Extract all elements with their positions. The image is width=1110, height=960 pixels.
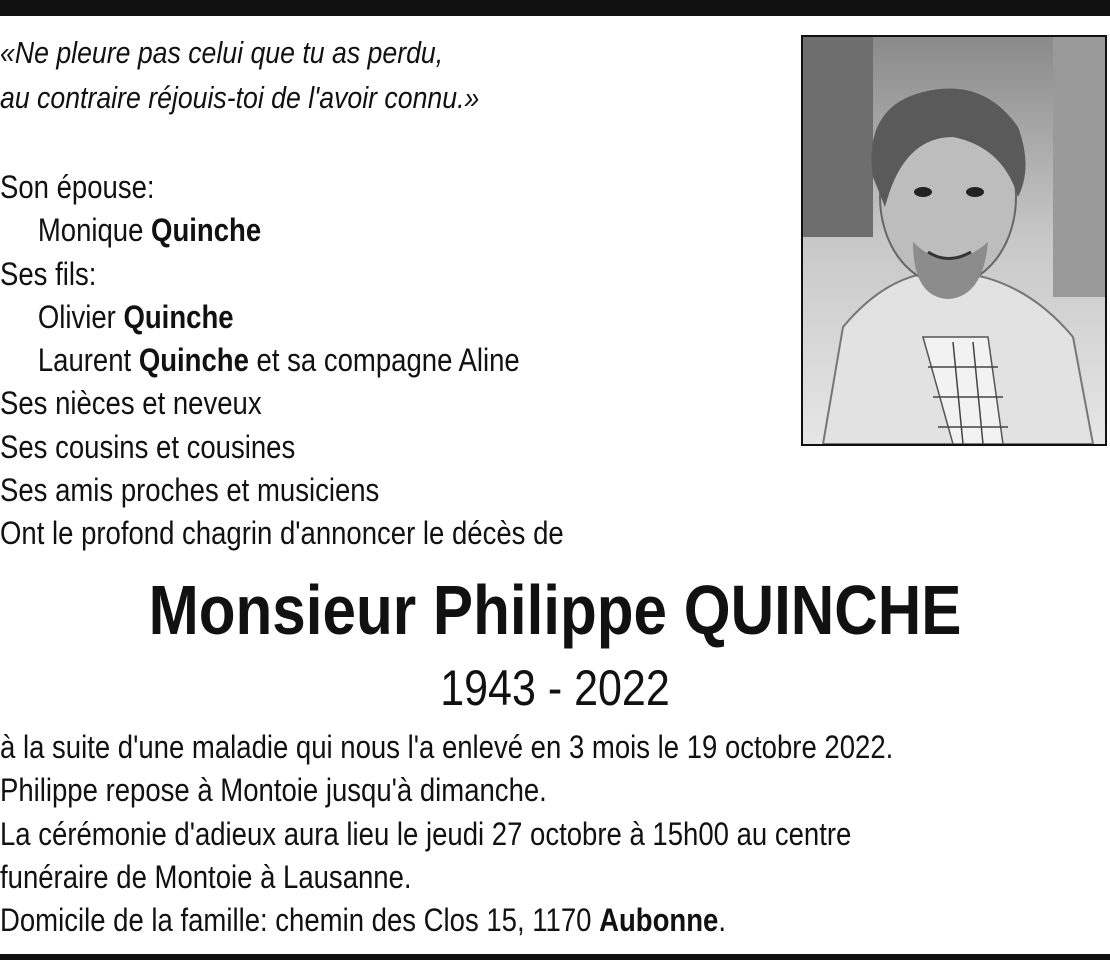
quote-line: «Ne pleure pas celui que tu as perdu, (0, 35, 444, 70)
detail-line: funéraire de Montoie à Lausanne. (0, 858, 412, 895)
last-name: Quinche (138, 342, 249, 379)
spouse-heading: Son épouse: (0, 169, 155, 205)
detail-line: La cérémonie d'adieux aura lieu le jeudi 27 octobre à 15h00 au centre (0, 815, 852, 852)
sons-heading: Ses fils: (0, 255, 97, 292)
son-name (0, 339, 679, 382)
friends-line: Ses amis proches et musiciens (0, 472, 380, 509)
son-name (0, 296, 679, 339)
family-list (0, 166, 679, 556)
address-end: . (718, 902, 726, 939)
announce-line: Ont le profond chagrin d'annoncer le décès de (0, 515, 564, 552)
partner-text: et sa compagne Aline (256, 342, 520, 379)
address-text: Domicile de la famille: chemin des Clos 15, 1170 (0, 902, 592, 939)
ceremony-details (0, 726, 1066, 942)
bottom-border (0, 954, 1110, 960)
first-name: Monique (37, 212, 144, 249)
spouse-name (0, 209, 679, 252)
top-border (0, 0, 1110, 16)
portrait-photo (801, 35, 1107, 446)
detail-line: Philippe repose à Montoie jusqu'à dimanche. (0, 772, 547, 809)
first-name: Olivier (37, 298, 116, 335)
address-line (0, 899, 1066, 942)
last-name: Quinche (123, 298, 234, 335)
detail-line: à la suite d'une maladie qui nous l'a enlevé en 3 mois le 19 octobre 2022. (0, 729, 894, 765)
nieces-line: Ses nièces et neveux (0, 385, 262, 422)
epigraph-quote (0, 30, 671, 120)
portrait-image (803, 37, 1105, 444)
cousins-line: Ses cousins et cousines (0, 428, 296, 465)
quote-line: au contraire réjouis-toi de l'avoir connu.» (0, 80, 480, 115)
life-years: 1943 - 2022 (440, 660, 670, 716)
address-city: Aubonne (599, 902, 719, 939)
deceased-name: Monsieur Philippe QUINCHE (148, 571, 962, 649)
last-name: Quinche (151, 212, 262, 249)
first-name: Laurent (37, 342, 132, 379)
